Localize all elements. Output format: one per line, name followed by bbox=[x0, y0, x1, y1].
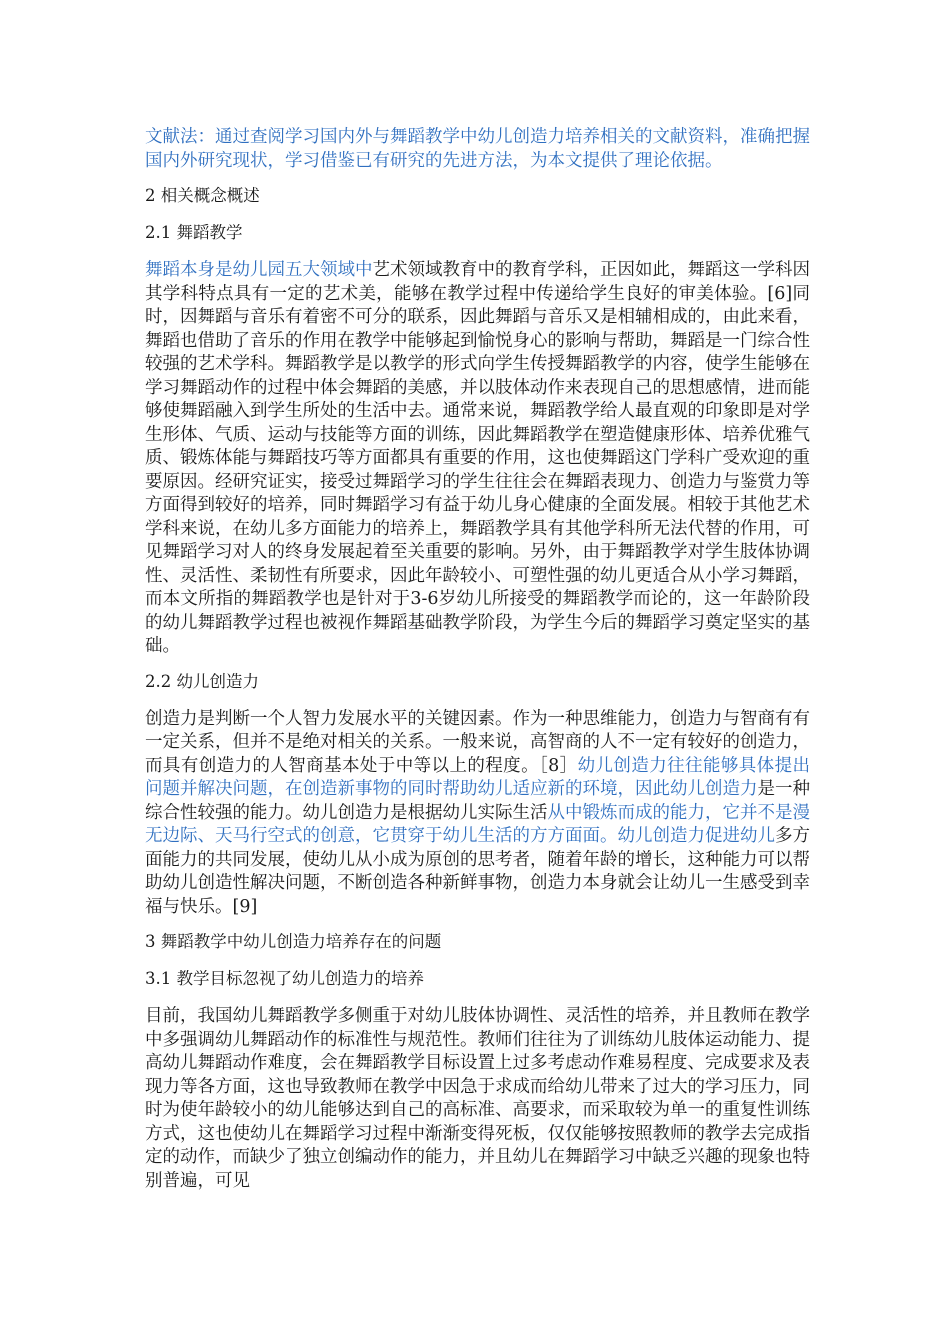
creativity-link-text-d: 从中锻炼而成的能力，它并不是漫无边际、天马行空式的创意，它贯穿于幼儿生活的方方面面。幼儿创造力促进幼儿 bbox=[145, 802, 810, 846]
creativity-paragraph bbox=[145, 708, 810, 920]
subsection-heading-2-2: 2.2 幼儿创造力 bbox=[145, 671, 259, 691]
section-heading-3: 3 舞蹈教学中幼儿创造力培养存在的问题 bbox=[145, 932, 442, 951]
section-heading-2: 2 相关概念概述 bbox=[145, 186, 260, 205]
document-page bbox=[145, 126, 810, 1205]
dance-teaching-body-text: 艺术领域教育中的教育学科，正因如此，舞蹈这一学科因其学科特点具有一定的艺术美，能够在教学过程中传递给学生良好的审美体验。[6]同时，因舞蹈与音乐有着密不可分的联系，因此舞蹈与音乐又是相辅相成的，由此来看，舞蹈也借助了音乐的作用在教学中能够起到愉悦身心的影响与帮助，舞蹈是一门综合性较强的艺术学科。舞蹈教学是以教学的形式向学生传授舞蹈教学的内容，使学生能够在学习舞蹈动作的过程中体会舞蹈的美感，并以肢体动作来表现自己的思想感情，进而能够使舞蹈融入到学生所处的生活中去。通常来说，舞蹈教学给人最直观的印象即是对学生形体、气质、运动与技能等方面的训练，因此舞蹈教学在塑造健康形体、培养优雅气质、锻炼体能与舞蹈技巧等方面都具有重要的作用，这也使舞蹈这门学科广受欢迎的重要原因。经研究证实，接受过舞蹈学习的学生往往会在舞蹈表现力、创造力与鉴赏力等方面得到较好的培养，同时舞蹈学习有益于幼儿身心健康的全面发展。相较于其他艺术学科来说，在幼儿多方面能力的培养上，舞蹈教学具有其他学科所无法代替的作用，可见舞蹈学习对人的终身发展起着至关重要的影响。另外，由于舞蹈教学对学生肢体协调性、灵活性、柔韧性有所要求，因此年龄较小、可塑性强的幼儿更适合从小学习舞蹈，而本文所指的舞蹈教学也是针对于3-6岁幼儿所接受的舞蹈教学而论的，这一年龄阶段的幼儿舞蹈教学过程也被视作舞蹈基础教学阶段，为学生今后的舞蹈学习奠定坚实的基础。 bbox=[145, 260, 810, 656]
creativity-text-a: 创造力是判断一个人智力发展水平的关键因素。作为一种思维能力，创造力与智商有有一定关系，但并不是绝对相关的关系。一般来说，高智商的人不一定有较好的创造力，而具有创造力的人智商基本处于中等以上的程度。［8］ bbox=[145, 708, 810, 776]
literature-method-paragraph: 文献法：通过查阅学习国内外与舞蹈教学中幼儿创造力培养相关的文献资料，准确把握国内外研究现状，学习借鉴已有研究的先进方法，为本文提供了理论依据。 bbox=[145, 127, 810, 171]
dance-teaching-link-text: 舞蹈本身是幼儿园五大领域中 bbox=[145, 260, 373, 280]
subsection-heading-2-1: 2.1 舞蹈教学 bbox=[145, 223, 243, 242]
creativity-link-text-b: 幼儿创造力往往能够具体提出问题并解决问题，在创造新事物的同时帮助幼儿适应新的环境，因此幼儿创造力 bbox=[145, 755, 810, 799]
teaching-goals-paragraph: 目前，我国幼儿舞蹈教学多侧重于对幼儿肢体协调性、灵活性的培养，并且教师在教学中多强调幼儿舞蹈动作的标准性与规范性。教师们往往为了训练幼儿肢体运动能力、提高幼儿舞蹈动作难度，会在舞蹈教学目标设置上过多考虑动作难易程度、完成要求及表现力等各方面，这也导致教师在教学中因急于求成而给幼儿带来了过大的学习压力，同时为使年龄较小的幼儿能够达到自己的高标准、高要求，而采取较为单一的重复性训练方式，这也使幼儿在舞蹈学习过程中渐渐变得死板，仅仅能够按照教师的教学去完成指定的动作，而缺少了独立创编动作的能力，并且幼儿在舞蹈学习中缺乏兴趣的现象也特别普遍，可见 bbox=[145, 1006, 810, 1191]
creativity-text-e: 多方面能力的共同发展，使幼儿从小成为原创的思考者，随着年龄的增长，这种能力可以帮助幼儿创造性解决问题，不断创造各种新鲜事物，创造力本身就会让幼儿一生感受到幸福与快乐。[9] bbox=[145, 826, 810, 917]
subsection-heading-3-1: 3.1 教学目标忽视了幼儿创造力的培养 bbox=[145, 969, 424, 988]
dance-teaching-paragraph bbox=[145, 259, 810, 659]
creativity-text-c: 是一种综合性较强的能力。幼儿创造力是根据幼儿实际生活 bbox=[145, 779, 810, 823]
